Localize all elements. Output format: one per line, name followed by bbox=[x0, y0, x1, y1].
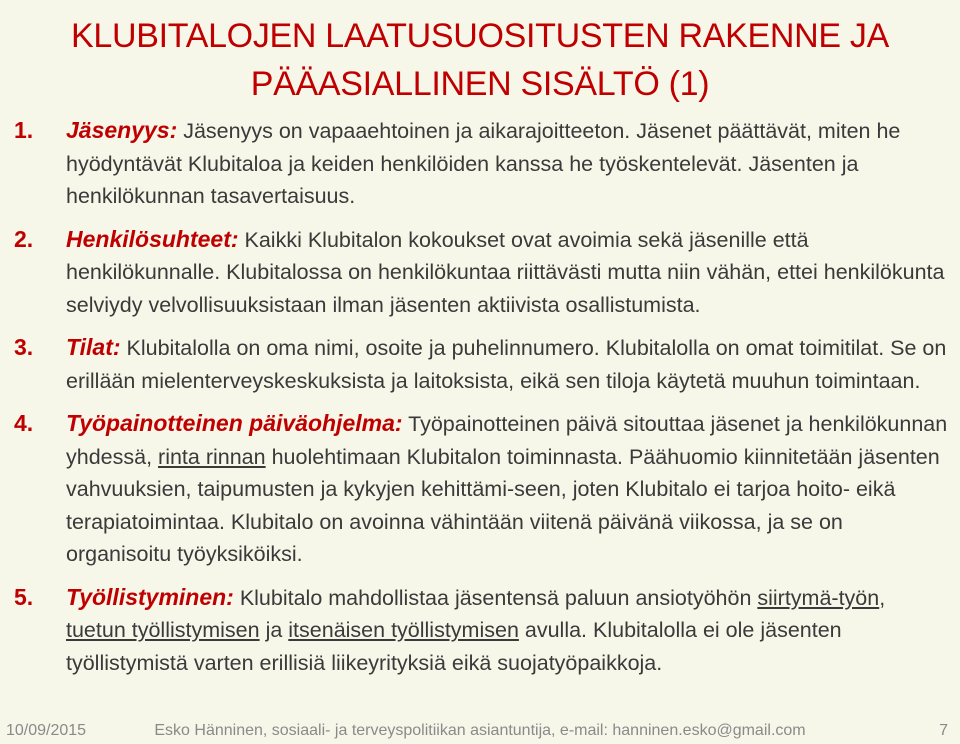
item-heading: Jäsenyys: bbox=[66, 117, 178, 143]
footer-date: 10/09/2015 bbox=[6, 722, 87, 739]
item-heading: Tilat: bbox=[66, 334, 121, 360]
footer-author: Esko Hänninen, sosiaali- ja terveyspolitiikan asiantuntija, e-mail: hanninen.esko@gmail.com bbox=[154, 722, 806, 739]
list-item-employment bbox=[14, 581, 950, 680]
underlined-phrase: tuetun työllistymisen bbox=[66, 618, 260, 642]
item-text: avulla. Klubitalolla ei ole jäsenten työllistymistä varten erillisiä liikeyrityksiä eikä suojatyöpaikkoja. bbox=[66, 618, 842, 675]
item-text: , bbox=[879, 585, 886, 610]
recommendation-list bbox=[14, 114, 950, 689]
title-line-2: PÄÄASIALLINEN SISÄLTÖ (1) bbox=[250, 65, 710, 103]
underlined-phrase: itsenäisen työllistymisen bbox=[288, 618, 519, 642]
item-text: huolehtimaan Klubitalon toiminnasta. Päähuomio kiinnitetään jäsenten vahvuuksien, taipumusten ja kykyjen kehittämi-seen, joten Klubitalo ei tarjoa hoito- eikä terapiatoimintaa. Klubitalo on avoinna vähintään viitenä päivänä viikossa, ja se on organisoitu työyksiköiksi. bbox=[66, 444, 940, 566]
item-heading: Työllistyminen: bbox=[66, 583, 234, 610]
item-text: ja bbox=[259, 618, 289, 642]
item-heading: Työpainotteinen päiväohjelma: bbox=[66, 410, 403, 436]
underlined-phrase: rinta rinnan bbox=[158, 444, 266, 469]
item-number: 1. bbox=[14, 117, 34, 143]
page-number: 7 bbox=[939, 722, 948, 739]
item-number: 4. bbox=[14, 410, 34, 436]
slide-footer bbox=[0, 720, 960, 744]
item-heading: Henkilösuhteet: bbox=[66, 225, 239, 252]
list-item-work-ordered-day bbox=[14, 407, 950, 571]
item-text: Työpainotteinen päivä sitouttaa jäsenet ja henkilökunnan yhdessä, bbox=[66, 412, 948, 469]
item-text: Klubitalolla on oma nimi, osoite ja puhelinnumero. Klubitalolla on omat toimitilat. Se on erillään mielenterveyskeskuksista ja laitoksista, eikä sen tiloja käytetä muuhun toimintaan. bbox=[66, 336, 947, 393]
list-item-staff-relations bbox=[14, 223, 950, 322]
list-item-membership bbox=[14, 114, 950, 213]
item-number: 3. bbox=[14, 334, 34, 360]
title-line-1: KLUBITALOJEN LAATUSUOSITUSTEN RAKENNE JA bbox=[70, 17, 890, 55]
item-number: 5. bbox=[14, 583, 34, 610]
item-number: 2. bbox=[14, 225, 34, 252]
item-text: Klubitalo mahdollistaa jäsentensä paluun ansiotyöhön bbox=[233, 585, 758, 610]
item-text: Kaikki Klubitalon kokoukset ovat avoimia sekä jäsenille että henkilökunnalle. Klubitalossa on henkilökuntaa riittävästi mutta niin vähän, ettei henkilökunta selviydy velvollisuuksistaan ilman jäsenten aktiivista osallistumista. bbox=[66, 227, 945, 317]
item-text: Jäsenyys on vapaaehtoinen ja aikarajoitteeton. Jäsenet päättävät, miten he hyödyntävät Klubitaloa ja keiden henkilöiden kanssa he työskentelevät. Jäsenten ja henkilökunnan tasavertaisuus. bbox=[66, 119, 901, 208]
list-item-premises bbox=[14, 331, 950, 397]
slide-title bbox=[0, 12, 960, 108]
underlined-phrase: siirtymä-työn bbox=[757, 585, 880, 610]
